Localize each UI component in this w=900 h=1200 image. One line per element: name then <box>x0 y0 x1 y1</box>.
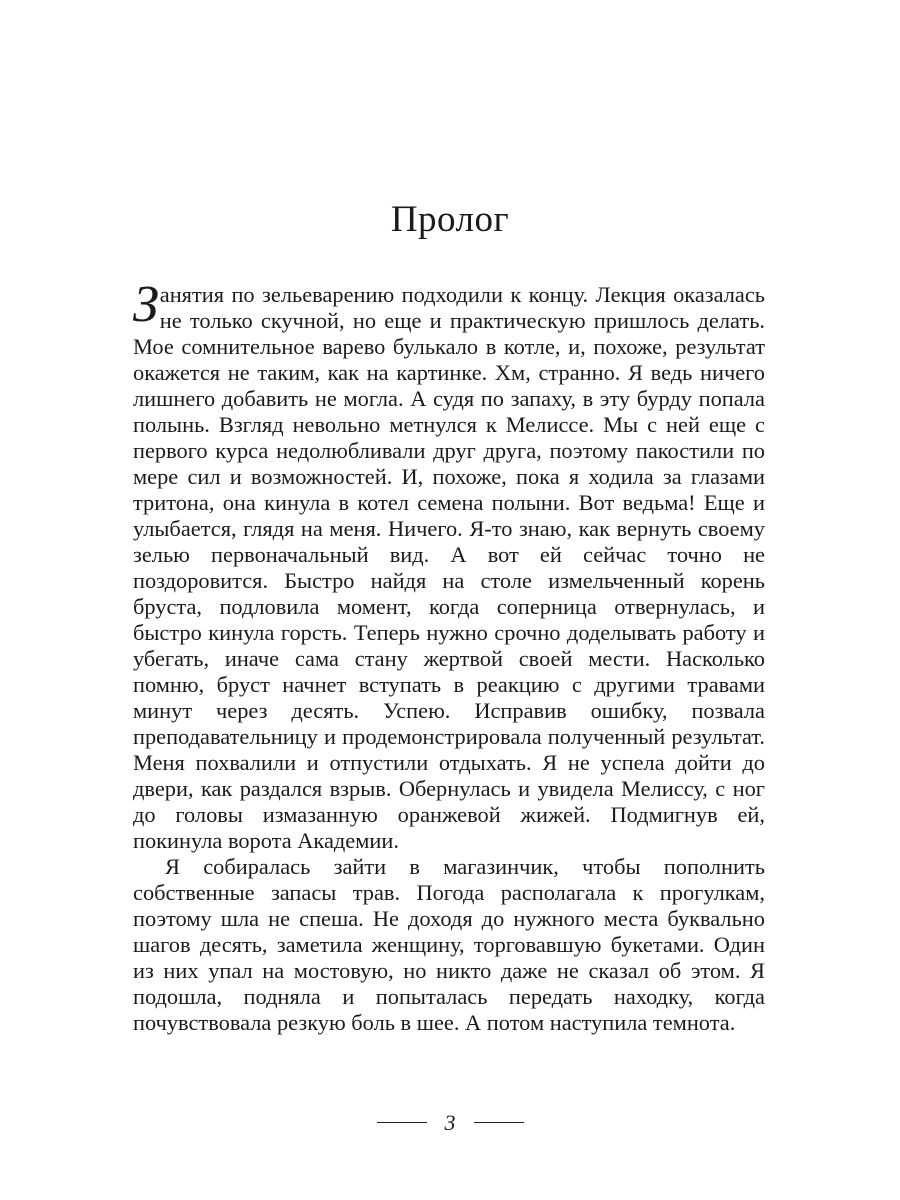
page-number: 3 <box>444 1109 456 1135</box>
footer-rule-left <box>377 1122 427 1123</box>
drop-cap-letter: З <box>133 276 159 333</box>
page-footer <box>0 1108 900 1136</box>
chapter-title: Пролог <box>390 199 510 240</box>
footer-rule-right <box>474 1122 524 1123</box>
paragraph-1 <box>133 276 765 854</box>
paragraph-1-text: анятия по зельеварению подходили к концу. Лекция оказалась не только скучной, но еще и практическую пришлось делать. Мое сомнительное варево булькало в котле, и, похоже, результат окажется не таким, как на картинке. Хм, странно. Я ведь ничего лишнего добавить не могла. А судя по запаху, в эту бурду попала полынь. Взгляд невольно метнулся к Мелиссе. Мы с ней еще с первого курса недолюбливали друг друга, поэтому пакостили по мере сил и возможностей. И, похоже, пока я ходила за глазами тритона, она кинула в котел семена полыни. Вот ведьма! Еще и улыбается, глядя на меня. Ничего. Я-то знаю, как вернуть своему зелью первоначальный вид. А вот ей сейчас точно не поздоровится. Быстро найдя на столе измельченный корень бруста, подловила момент, когда соперница отвернулась, и быстро кинула горсть. Теперь нужно срочно доделывать работу и убегать, иначе сама стану жертвой своей мести. Насколько помню, бруст начнет вступать в реакцию с другими травами минут через десять. Успею. Исправив ошибку, позвала преподавательницу и продемонстрировала полученный результат. Меня похвалили и отпустили отдыхать. Я не успела дойти до двери, как раздался взрыв. Обернулась и увидела Мелиссу, с ног до головы измазанную оранжевой жижей. Подмигнув ей, покинула ворота Академии. <box>133 282 765 853</box>
body-text <box>133 276 765 1036</box>
paragraph-2-text: Я собиралась зайти в магазинчик, чтобы пополнить собственные запасы трав. Погода располагала к прогулкам, поэтому шла не спеша. Не доходя до нужного места буквально шагов десять, заметила женщину, торговавшую букетами. Один из них упал на мостовую, но никто даже не сказал об этом. Я подошла, подняла и попыталась передать находку, когда почувствовала резкую боль в шее. А потом наступила темнота. <box>133 854 765 1035</box>
paragraph-2 <box>133 854 765 1036</box>
